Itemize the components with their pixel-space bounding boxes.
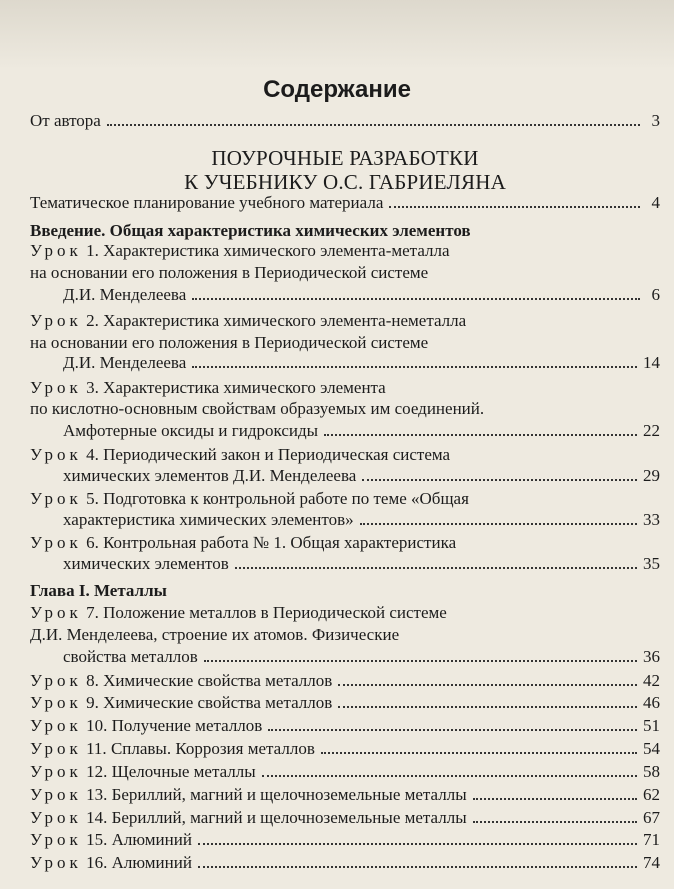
lesson-last-line xyxy=(30,646,660,668)
toc-entry-planning[interactable] xyxy=(30,192,660,214)
leader-dots xyxy=(338,705,637,708)
lesson-title-line: химических элементов Д.И. Менделеева xyxy=(63,466,357,485)
toc-page-number: 71 xyxy=(643,830,660,849)
toc-entry-lesson-7[interactable] xyxy=(30,602,660,624)
lesson-prefix: Урок xyxy=(30,716,82,735)
lesson-title-line: Д.И. Менделеева xyxy=(63,285,187,304)
lesson-title-line: Алюминий xyxy=(111,853,192,872)
toc-page-number: 46 xyxy=(643,693,660,712)
lesson-title-line: Амфотерные оксиды и гидроксиды xyxy=(63,421,319,440)
lesson-last-line xyxy=(30,284,660,306)
toc-entry-label: От автора xyxy=(30,111,101,130)
intro-heading: Введение. Общая характеристика химических элементов xyxy=(30,221,471,240)
lesson-title-line: Характеристика химического элемента-металла xyxy=(103,241,450,260)
leader-dots xyxy=(268,728,637,731)
lesson-last-line xyxy=(30,352,660,374)
lesson-number: 16. xyxy=(86,853,108,872)
leader-dots xyxy=(362,478,637,481)
lesson-number: 5. xyxy=(86,489,99,508)
toc-entry-lesson-4[interactable] xyxy=(30,444,660,466)
lesson-continuation xyxy=(30,398,660,420)
toc-entry-lesson-2[interactable] xyxy=(30,310,660,332)
lesson-title-line: Д.И. Менделеева, строение их атомов. Физические xyxy=(30,625,400,644)
lesson-continuation xyxy=(30,332,660,354)
lesson-number: 6. xyxy=(86,533,99,552)
lesson-number: 11. xyxy=(86,739,107,758)
toc-entry-author[interactable] xyxy=(30,110,660,132)
lesson-number: 8. xyxy=(86,671,99,690)
toc-page-number: 54 xyxy=(643,739,660,758)
lesson-number: 14. xyxy=(86,808,108,827)
lesson-title-line: на основании его положения в Периодической системе xyxy=(30,263,429,282)
lesson-number: 3. xyxy=(86,378,99,397)
lesson-continuation xyxy=(30,624,660,646)
leader-dots xyxy=(360,522,637,525)
lesson-number: 7. xyxy=(86,603,99,622)
leader-dots xyxy=(473,797,637,800)
lesson-title-line: Положение металлов в Периодической системе xyxy=(103,603,447,622)
leader-dots xyxy=(198,865,637,868)
lesson-title-line: Контрольная работа № 1. Общая характеристика xyxy=(103,533,457,552)
leader-dots xyxy=(324,433,637,436)
chapter-1-heading: Глава I. Металлы xyxy=(30,581,167,600)
toc-page-number: 4 xyxy=(651,193,660,212)
lesson-prefix: Урок xyxy=(30,830,82,849)
toc-entry-lesson-10[interactable] xyxy=(30,715,660,737)
lesson-title-line: Подготовка к контрольной работе по теме «Общая xyxy=(103,489,469,508)
lesson-title-line: Бериллий, магний и щелочноземельные металлы xyxy=(111,808,467,827)
section-heading-line1: ПОУРОЧНЫЕ РАЗРАБОТКИ xyxy=(211,146,479,170)
toc-entry-lesson-15[interactable] xyxy=(30,829,660,851)
leader-dots xyxy=(389,205,640,208)
leader-dots xyxy=(473,820,637,823)
lesson-number: 15. xyxy=(86,830,108,849)
lesson-title-line: характеристика химических элементов» xyxy=(63,510,354,529)
lesson-number: 4. xyxy=(86,445,99,464)
lesson-number: 12. xyxy=(86,762,108,781)
lesson-title-line: Периодический закон и Периодическая система xyxy=(103,445,451,464)
lesson-title-line: Характеристика химического элемента xyxy=(103,378,386,397)
page-title: Содержание xyxy=(263,76,411,103)
toc-entry-lesson-14[interactable] xyxy=(30,807,660,829)
lesson-prefix: Урок xyxy=(30,853,82,872)
toc-entry-lesson-1[interactable] xyxy=(30,240,660,262)
toc-entry-label: Тематическое планирование учебного материала xyxy=(30,193,384,212)
lesson-title-line: Химические свойства металлов xyxy=(103,693,333,712)
lesson-prefix: Урок xyxy=(30,785,82,804)
lesson-title-line: Щелочные металлы xyxy=(111,762,256,781)
lesson-prefix: Урок xyxy=(30,762,82,781)
leader-dots xyxy=(338,683,637,686)
lesson-continuation xyxy=(30,262,660,284)
lesson-title-line: Химические свойства металлов xyxy=(103,671,333,690)
lesson-last-line xyxy=(30,420,660,442)
lesson-title-line: Д.И. Менделеева xyxy=(63,353,187,372)
toc-page-number: 62 xyxy=(643,785,660,804)
leader-dots xyxy=(204,659,637,662)
lesson-prefix: Урок xyxy=(30,739,82,758)
lesson-last-line xyxy=(30,509,660,531)
toc-entry-lesson-16[interactable] xyxy=(30,852,660,874)
toc-page-number: 29 xyxy=(643,466,660,485)
lesson-title-line: по кислотно-основным свойствам образуемых им соединений. xyxy=(30,399,485,418)
toc-page-number: 67 xyxy=(643,808,660,827)
lesson-number: 9. xyxy=(86,693,99,712)
lesson-title-line: Бериллий, магний и щелочноземельные металлы xyxy=(111,785,467,804)
toc-page-number: 74 xyxy=(643,853,660,872)
lesson-title-line: Алюминий xyxy=(111,830,192,849)
section-heading-line2: К УЧЕБНИКУ О.С. ГАБРИЕЛЯНА xyxy=(184,170,506,194)
lesson-prefix: Урок xyxy=(30,489,82,508)
toc-entry-lesson-3[interactable] xyxy=(30,377,660,399)
lesson-prefix: Урок xyxy=(30,671,82,690)
lesson-prefix: Урок xyxy=(30,378,82,397)
toc-entry-lesson-11[interactable] xyxy=(30,738,660,760)
toc-page-number: 42 xyxy=(643,671,660,690)
lesson-prefix: Урок xyxy=(30,693,82,712)
lesson-prefix: Урок xyxy=(30,445,82,464)
leader-dots xyxy=(107,123,640,126)
leader-dots xyxy=(192,297,640,300)
leader-dots xyxy=(192,365,637,368)
toc-page-number: 58 xyxy=(643,762,660,781)
lesson-prefix: Урок xyxy=(30,241,82,260)
lesson-prefix: Урок xyxy=(30,533,82,552)
lesson-prefix: Урок xyxy=(30,603,82,622)
toc-entry-lesson-12[interactable] xyxy=(30,761,660,783)
toc-page-number: 3 xyxy=(651,111,660,130)
toc-page-number: 33 xyxy=(643,510,660,529)
toc-page-number: 35 xyxy=(643,554,660,573)
lesson-title-line: свойства металлов xyxy=(63,647,198,666)
toc-entry-lesson-8[interactable] xyxy=(30,670,660,692)
toc-entry-lesson-13[interactable] xyxy=(30,784,660,806)
leader-dots xyxy=(321,751,637,754)
lesson-number: 2. xyxy=(86,311,99,330)
toc-entry-lesson-5[interactable] xyxy=(30,488,660,510)
lesson-prefix: Урок xyxy=(30,808,82,827)
lesson-number: 10. xyxy=(86,716,108,735)
bleed-through-shade xyxy=(0,0,674,70)
lesson-last-line xyxy=(30,553,660,575)
lesson-title-line: на основании его положения в Периодической системе xyxy=(30,333,429,352)
toc-page-number: 51 xyxy=(643,716,660,735)
lesson-prefix: Урок xyxy=(30,311,82,330)
lesson-title-line: Получение металлов xyxy=(111,716,263,735)
leader-dots xyxy=(235,566,637,569)
toc-page-number: 36 xyxy=(643,647,660,666)
toc-entry-lesson-6[interactable] xyxy=(30,532,660,554)
toc-page-number: 14 xyxy=(643,353,660,372)
lesson-title-line: Характеристика химического элемента-неметалла xyxy=(103,311,467,330)
toc-entry-lesson-9[interactable] xyxy=(30,692,660,714)
leader-dots xyxy=(262,774,637,777)
toc-page-number: 22 xyxy=(643,421,660,440)
toc-page-number: 6 xyxy=(651,285,660,304)
lesson-last-line xyxy=(30,465,660,487)
lesson-title-line: химических элементов xyxy=(63,554,229,573)
lesson-number: 1. xyxy=(86,241,99,260)
leader-dots xyxy=(198,842,637,845)
lesson-number: 13. xyxy=(86,785,108,804)
lesson-title-line: Сплавы. Коррозия металлов xyxy=(110,739,315,758)
